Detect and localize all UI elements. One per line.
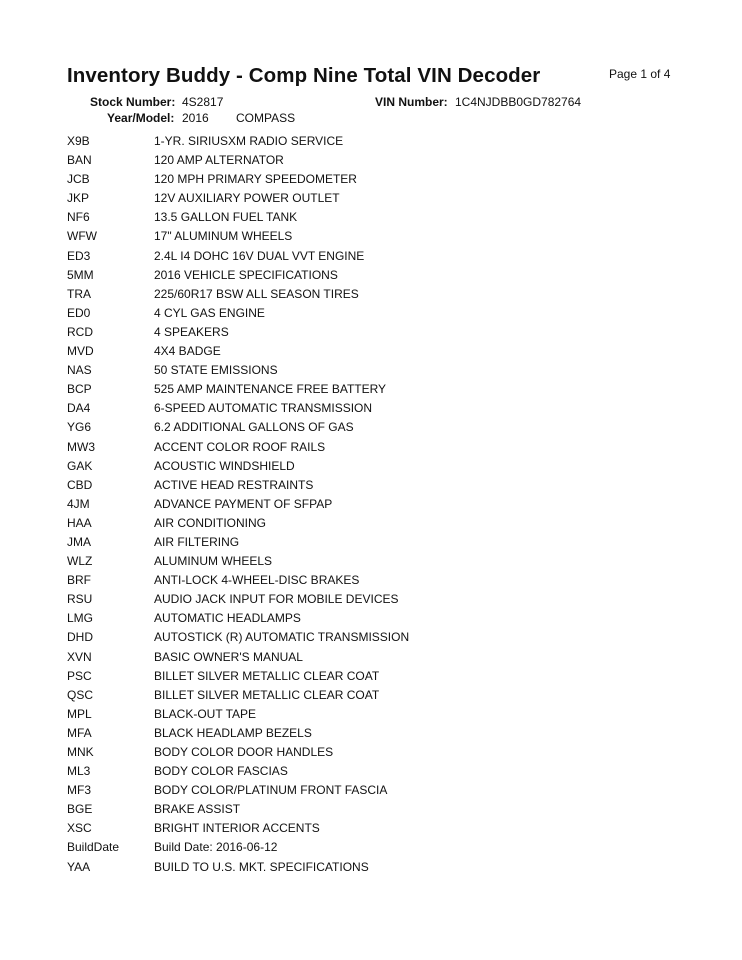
option-row (67, 325, 707, 344)
option-description: AUTOMATIC HEADLAMPS (154, 611, 301, 626)
option-code: JCB (67, 172, 90, 187)
option-code: BRF (67, 573, 91, 588)
option-row (67, 440, 707, 459)
option-description: ANTI-LOCK 4-WHEEL-DISC BRAKES (154, 573, 360, 588)
option-code: MF3 (67, 783, 91, 798)
option-row (67, 516, 707, 535)
vin-number-value: 1C4NJDBB0GD782764 (455, 95, 582, 109)
option-row (67, 802, 707, 821)
year-value: 2016 (182, 111, 209, 125)
document-title: Inventory Buddy - Comp Nine Total VIN Decoder (67, 64, 541, 87)
vin-number (375, 96, 448, 108)
option-row (67, 268, 707, 287)
option-description: 13.5 GALLON FUEL TANK (154, 210, 298, 225)
model-value: COMPASS (236, 111, 296, 125)
option-code: DA4 (67, 401, 91, 416)
stock-number-value: 4S2817 (182, 95, 224, 109)
option-code: HAA (67, 515, 92, 530)
option-description: 2.4L I4 DOHC 16V DUAL VVT ENGINE (154, 248, 365, 263)
option-description: 225/60R17 BSW ALL SEASON TIRES (154, 286, 359, 301)
option-description: AUTOSTICK (R) AUTOMATIC TRANSMISSION (154, 630, 410, 645)
option-description: BODY COLOR/PLATINUM FRONT FASCIA (154, 783, 388, 798)
option-row (67, 363, 707, 382)
option-code: GAK (67, 458, 93, 473)
option-code: PSC (67, 668, 92, 683)
option-description: BLACK HEADLAMP BEZELS (154, 725, 312, 740)
option-code: RCD (67, 324, 93, 339)
option-row (67, 478, 707, 497)
option-row (67, 611, 707, 630)
option-row (67, 764, 707, 783)
option-description: ACCENT COLOR ROOF RAILS (154, 439, 326, 454)
option-code: ED0 (67, 305, 91, 320)
option-code: MPL (67, 706, 92, 721)
option-row (67, 401, 707, 420)
option-row (67, 210, 707, 229)
option-row (67, 840, 707, 859)
option-code: JMA (67, 534, 91, 549)
year-model-label: Year/Model: (107, 111, 175, 125)
stock-number (90, 96, 175, 108)
option-code-list (67, 134, 707, 879)
option-row (67, 783, 707, 802)
option-description: BLACK-OUT TAPE (154, 706, 257, 721)
option-description: 1-YR. SIRIUSXM RADIO SERVICE (154, 134, 344, 148)
option-code: WLZ (67, 554, 93, 569)
option-row (67, 306, 707, 325)
option-description: 50 STATE EMISSIONS (154, 363, 278, 378)
option-description: BUILD TO U.S. MKT. SPECIFICATIONS (154, 859, 369, 874)
option-row (67, 669, 707, 688)
option-code: NAS (67, 363, 92, 378)
option-row (67, 287, 707, 306)
option-code: XVN (67, 649, 92, 664)
option-row (67, 249, 707, 268)
option-description: ACTIVE HEAD RESTRAINTS (154, 477, 314, 492)
option-code: BGE (67, 802, 93, 817)
option-row (67, 707, 707, 726)
option-code: MVD (67, 344, 94, 359)
option-code: YG6 (67, 420, 92, 435)
option-code: CBD (67, 477, 93, 492)
option-row (67, 420, 707, 439)
option-description: ADVANCE PAYMENT OF SFPAP (154, 496, 333, 511)
option-description: BRAKE ASSIST (154, 802, 241, 817)
option-code: TRA (67, 286, 91, 301)
option-code: MNK (67, 745, 94, 759)
option-code: BCP (67, 382, 92, 397)
option-row (67, 382, 707, 401)
option-row (67, 229, 707, 248)
option-description: 4X4 BADGE (154, 344, 221, 359)
option-code: ML3 (67, 764, 91, 779)
option-code: YAA (67, 859, 91, 874)
option-description: Build Date: 2016-06-12 (154, 840, 278, 855)
option-code: RSU (67, 592, 93, 607)
option-description: 17" ALUMINUM WHEELS (154, 229, 293, 244)
option-code: XSC (67, 821, 92, 836)
option-code: LMG (67, 611, 94, 626)
option-row (67, 191, 707, 210)
stock-number-label: Stock Number: (90, 95, 176, 109)
option-description: BRIGHT INTERIOR ACCENTS (154, 821, 320, 836)
option-row (67, 134, 707, 153)
option-description: AIR CONDITIONING (154, 515, 267, 530)
option-description: BASIC OWNER'S MANUAL (154, 649, 303, 664)
option-description: ALUMINUM WHEELS (154, 554, 273, 569)
option-code: X9B (67, 134, 90, 148)
option-description: AUDIO JACK INPUT FOR MOBILE DEVICES (154, 592, 399, 607)
option-row (67, 726, 707, 745)
option-description: 120 MPH PRIMARY SPEEDOMETER (154, 172, 357, 187)
option-code: WFW (67, 229, 97, 244)
option-row (67, 688, 707, 707)
option-code: NF6 (67, 210, 90, 225)
option-description: 12V AUXILIARY POWER OUTLET (154, 191, 340, 206)
option-row (67, 573, 707, 592)
option-code: 4JM (67, 496, 90, 511)
option-row (67, 821, 707, 840)
option-description: ACOUSTIC WINDSHIELD (154, 458, 295, 473)
option-code: MW3 (67, 439, 95, 454)
year-model (107, 112, 174, 124)
page-number: Page 1 of 4 (609, 67, 671, 81)
option-row (67, 153, 707, 172)
vin-number-label: VIN Number: (375, 95, 448, 109)
option-row (67, 497, 707, 516)
option-row (67, 172, 707, 191)
option-row (67, 745, 707, 764)
option-code: 5MM (67, 267, 94, 282)
option-row (67, 860, 707, 879)
option-description: BODY COLOR DOOR HANDLES (154, 745, 334, 759)
option-code: BAN (67, 153, 92, 168)
option-description: 6.2 ADDITIONAL GALLONS OF GAS (154, 420, 354, 435)
option-row (67, 592, 707, 611)
option-code: DHD (67, 630, 93, 645)
option-row (67, 344, 707, 363)
option-description: 525 AMP MAINTENANCE FREE BATTERY (154, 382, 387, 397)
option-description: 4 CYL GAS ENGINE (154, 305, 265, 320)
option-code: BuildDate (67, 840, 120, 855)
option-description: 6-SPEED AUTOMATIC TRANSMISSION (154, 401, 373, 416)
option-description: BILLET SILVER METALLIC CLEAR COAT (154, 687, 380, 702)
option-description: 2016 VEHICLE SPECIFICATIONS (154, 267, 338, 282)
option-row (67, 554, 707, 573)
option-row (67, 630, 707, 649)
option-description: BODY COLOR FASCIAS (154, 764, 288, 779)
option-code: ED3 (67, 248, 91, 263)
option-code: MFA (67, 725, 92, 740)
option-description: 4 SPEAKERS (154, 324, 229, 339)
option-code: JKP (67, 191, 90, 206)
option-row (67, 459, 707, 478)
option-row (67, 650, 707, 669)
option-description: BILLET SILVER METALLIC CLEAR COAT (154, 668, 380, 683)
option-row (67, 535, 707, 554)
option-description: 120 AMP ALTERNATOR (154, 153, 284, 168)
option-code: QSC (67, 687, 94, 702)
option-description: AIR FILTERING (154, 534, 240, 549)
